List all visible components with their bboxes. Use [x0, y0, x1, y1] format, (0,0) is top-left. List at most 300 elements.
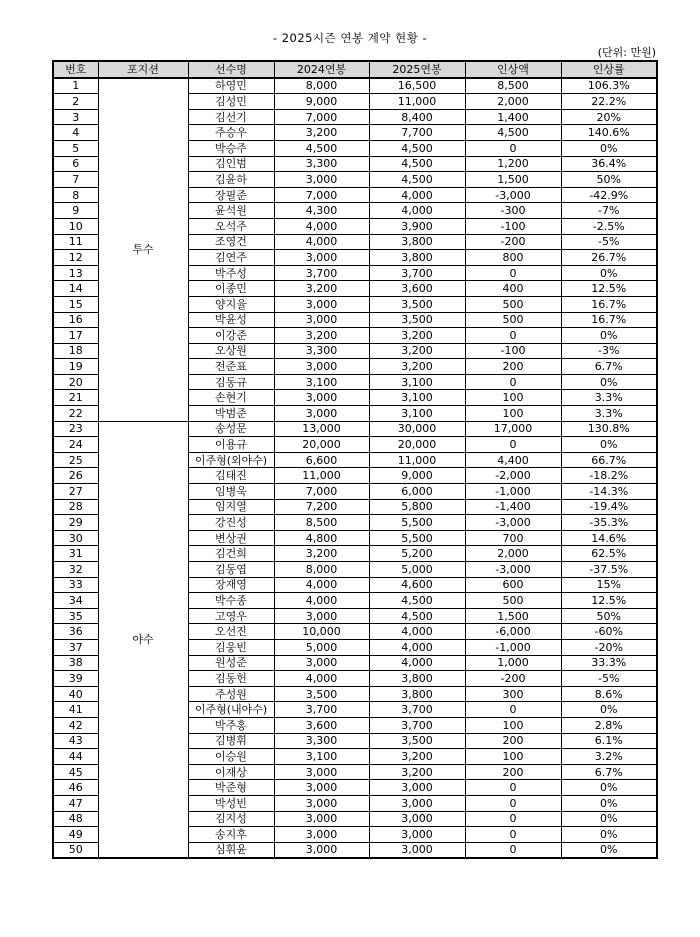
- cell-salary-2025: 3,200: [369, 328, 465, 344]
- cell-salary-2024: 3,000: [274, 312, 369, 328]
- cell-player: 박주성: [188, 265, 274, 281]
- document-title: - 2025시즌 연봉 계약 현황 -: [272, 31, 428, 45]
- cell-player: 이주형(내야수): [188, 702, 274, 718]
- cell-raise-rate: 26.7%: [561, 250, 657, 266]
- cell-raise-amount: 4,500: [465, 125, 561, 141]
- cell-number: 37: [53, 639, 98, 655]
- cell-raise-rate: 0%: [561, 265, 657, 281]
- cell-salary-2024: 7,000: [274, 484, 369, 500]
- cell-raise-amount: 400: [465, 281, 561, 297]
- cell-raise-rate: 3.2%: [561, 749, 657, 765]
- cell-salary-2025: 4,000: [369, 187, 465, 203]
- cell-player: 김동헌: [188, 671, 274, 687]
- cell-salary-2025: 4,000: [369, 655, 465, 671]
- cell-raise-rate: 0%: [561, 842, 657, 858]
- cell-player: 박범준: [188, 406, 274, 422]
- cell-raise-rate: -42.9%: [561, 187, 657, 203]
- cell-salary-2024: 3,700: [274, 702, 369, 718]
- cell-raise-amount: 2,000: [465, 546, 561, 562]
- cell-raise-rate: 36.4%: [561, 156, 657, 172]
- cell-raise-amount: -200: [465, 234, 561, 250]
- cell-raise-rate: -5%: [561, 234, 657, 250]
- cell-player: 변상권: [188, 530, 274, 546]
- cell-player: 원성준: [188, 655, 274, 671]
- cell-player: 주승우: [188, 125, 274, 141]
- cell-salary-2025: 3,200: [369, 749, 465, 765]
- cell-number: 43: [53, 733, 98, 749]
- cell-number: 23: [53, 421, 98, 437]
- cell-salary-2025: 3,800: [369, 250, 465, 266]
- cell-salary-2024: 6,600: [274, 452, 369, 468]
- cell-raise-rate: -37.5%: [561, 562, 657, 578]
- cell-salary-2024: 3,000: [274, 780, 369, 796]
- cell-raise-amount: -1,000: [465, 639, 561, 655]
- cell-raise-amount: 300: [465, 686, 561, 702]
- unit-label: (단위: 만원): [597, 46, 656, 59]
- cell-salary-2024: 4,500: [274, 140, 369, 156]
- cell-raise-amount: 0: [465, 140, 561, 156]
- cell-player: 김선기: [188, 109, 274, 125]
- cell-player: 오석주: [188, 218, 274, 234]
- cell-raise-rate: 8.6%: [561, 686, 657, 702]
- cell-salary-2024: 7,000: [274, 109, 369, 125]
- cell-raise-amount: 1,000: [465, 655, 561, 671]
- cell-salary-2025: 5,500: [369, 530, 465, 546]
- cell-number: 47: [53, 795, 98, 811]
- cell-player: 김태진: [188, 468, 274, 484]
- cell-salary-2024: 4,000: [274, 234, 369, 250]
- cell-raise-amount: 100: [465, 749, 561, 765]
- cell-player: 송성문: [188, 421, 274, 437]
- cell-salary-2024: 3,100: [274, 374, 369, 390]
- cell-raise-amount: 17,000: [465, 421, 561, 437]
- cell-raise-amount: 0: [465, 702, 561, 718]
- cell-salary-2024: 3,000: [274, 842, 369, 858]
- cell-player: 박주홍: [188, 717, 274, 733]
- cell-salary-2024: 3,200: [274, 546, 369, 562]
- cell-salary-2024: 7,000: [274, 187, 369, 203]
- cell-raise-rate: 6.1%: [561, 733, 657, 749]
- cell-number: 14: [53, 281, 98, 297]
- cell-salary-2024: 4,000: [274, 577, 369, 593]
- cell-salary-2025: 3,600: [369, 281, 465, 297]
- cell-player: 양지율: [188, 296, 274, 312]
- cell-salary-2025: 11,000: [369, 452, 465, 468]
- cell-player: 손현기: [188, 390, 274, 406]
- cell-raise-amount: 200: [465, 764, 561, 780]
- cell-raise-rate: 15%: [561, 577, 657, 593]
- cell-salary-2024: 4,000: [274, 671, 369, 687]
- cell-salary-2024: 3,300: [274, 733, 369, 749]
- cell-player: 박준형: [188, 780, 274, 796]
- cell-raise-rate: 12.5%: [561, 593, 657, 609]
- cell-salary-2025: 4,000: [369, 639, 465, 655]
- cell-salary-2025: 5,500: [369, 515, 465, 531]
- cell-raise-rate: 0%: [561, 780, 657, 796]
- cell-salary-2024: 3,300: [274, 343, 369, 359]
- cell-player: 조영건: [188, 234, 274, 250]
- cell-raise-amount: 800: [465, 250, 561, 266]
- cell-salary-2025: 3,200: [369, 359, 465, 375]
- cell-player: 하영민: [188, 78, 274, 94]
- cell-salary-2025: 3,200: [369, 343, 465, 359]
- cell-salary-2025: 4,000: [369, 624, 465, 640]
- cell-salary-2024: 7,200: [274, 499, 369, 515]
- cell-number: 45: [53, 764, 98, 780]
- cell-salary-2024: 8,000: [274, 562, 369, 578]
- cell-player: 이용규: [188, 437, 274, 453]
- cell-player: 윤석원: [188, 203, 274, 219]
- cell-number: 29: [53, 515, 98, 531]
- cell-number: 11: [53, 234, 98, 250]
- cell-player: 송지후: [188, 827, 274, 843]
- cell-number: 16: [53, 312, 98, 328]
- header-raise-amount: 인상액: [465, 61, 561, 78]
- cell-salary-2024: 3,000: [274, 172, 369, 188]
- cell-number: 41: [53, 702, 98, 718]
- cell-number: 39: [53, 671, 98, 687]
- table-header: [53, 61, 657, 78]
- cell-salary-2025: 3,700: [369, 717, 465, 733]
- header-row: [53, 61, 657, 78]
- cell-salary-2024: 4,000: [274, 218, 369, 234]
- cell-raise-rate: 22.2%: [561, 94, 657, 110]
- cell-salary-2025: 4,500: [369, 608, 465, 624]
- cell-raise-rate: 0%: [561, 795, 657, 811]
- cell-player: 장재영: [188, 577, 274, 593]
- cell-salary-2024: 13,000: [274, 421, 369, 437]
- cell-salary-2025: 3,000: [369, 795, 465, 811]
- cell-player: 김병휘: [188, 733, 274, 749]
- cell-raise-amount: 2,000: [465, 94, 561, 110]
- cell-player: 장필준: [188, 187, 274, 203]
- cell-raise-rate: 50%: [561, 172, 657, 188]
- position-group-cell: 야수: [98, 421, 188, 858]
- cell-salary-2024: 3,000: [274, 811, 369, 827]
- table-body: [53, 78, 657, 859]
- cell-salary-2024: 3,000: [274, 608, 369, 624]
- cell-player: 이재상: [188, 764, 274, 780]
- cell-raise-rate: -7%: [561, 203, 657, 219]
- cell-salary-2025: 7,700: [369, 125, 465, 141]
- cell-number: 22: [53, 406, 98, 422]
- cell-raise-rate: -3%: [561, 343, 657, 359]
- cell-number: 27: [53, 484, 98, 500]
- cell-salary-2024: 9,000: [274, 94, 369, 110]
- cell-raise-amount: -3,000: [465, 187, 561, 203]
- cell-salary-2025: 5,800: [369, 499, 465, 515]
- cell-number: 28: [53, 499, 98, 515]
- cell-raise-amount: 0: [465, 811, 561, 827]
- cell-salary-2025: 3,000: [369, 811, 465, 827]
- header-player: 선수명: [188, 61, 274, 78]
- cell-raise-amount: -100: [465, 218, 561, 234]
- cell-number: 2: [53, 94, 98, 110]
- cell-player: 이강준: [188, 328, 274, 344]
- table-row: [53, 421, 657, 437]
- cell-raise-amount: 200: [465, 733, 561, 749]
- cell-number: 36: [53, 624, 98, 640]
- cell-salary-2025: 8,400: [369, 109, 465, 125]
- cell-raise-amount: -300: [465, 203, 561, 219]
- cell-raise-rate: 6.7%: [561, 359, 657, 375]
- cell-salary-2025: 3,700: [369, 702, 465, 718]
- cell-salary-2025: 4,500: [369, 172, 465, 188]
- cell-number: 26: [53, 468, 98, 484]
- cell-raise-rate: -35.3%: [561, 515, 657, 531]
- header-number: 번호: [53, 61, 98, 78]
- cell-salary-2024: 3,000: [274, 406, 369, 422]
- cell-raise-amount: 4,400: [465, 452, 561, 468]
- cell-raise-amount: 500: [465, 312, 561, 328]
- cell-raise-rate: 62.5%: [561, 546, 657, 562]
- cell-raise-rate: 66.7%: [561, 452, 657, 468]
- cell-number: 3: [53, 109, 98, 125]
- cell-raise-amount: 0: [465, 437, 561, 453]
- cell-raise-amount: -6,000: [465, 624, 561, 640]
- contract-table: [52, 60, 658, 859]
- cell-salary-2025: 3,900: [369, 218, 465, 234]
- cell-salary-2025: 3,100: [369, 406, 465, 422]
- cell-player: 임병욱: [188, 484, 274, 500]
- cell-salary-2024: 20,000: [274, 437, 369, 453]
- cell-player: 박윤성: [188, 312, 274, 328]
- cell-number: 32: [53, 562, 98, 578]
- cell-raise-amount: 1,500: [465, 608, 561, 624]
- cell-salary-2025: 20,000: [369, 437, 465, 453]
- header-position: 포지션: [98, 61, 188, 78]
- cell-raise-rate: 0%: [561, 827, 657, 843]
- cell-number: 24: [53, 437, 98, 453]
- position-group-cell: 투수: [98, 78, 188, 422]
- cell-salary-2024: 3,200: [274, 328, 369, 344]
- cell-raise-amount: 1,400: [465, 109, 561, 125]
- cell-salary-2025: 16,500: [369, 78, 465, 94]
- cell-salary-2025: 4,000: [369, 203, 465, 219]
- cell-number: 44: [53, 749, 98, 765]
- cell-raise-rate: 130.8%: [561, 421, 657, 437]
- cell-salary-2025: 3,200: [369, 764, 465, 780]
- cell-player: 김연주: [188, 250, 274, 266]
- cell-raise-rate: 16.7%: [561, 312, 657, 328]
- cell-salary-2024: 3,000: [274, 390, 369, 406]
- cell-player: 오상원: [188, 343, 274, 359]
- cell-number: 35: [53, 608, 98, 624]
- cell-number: 48: [53, 811, 98, 827]
- cell-raise-amount: 1,200: [465, 156, 561, 172]
- cell-player: 임지열: [188, 499, 274, 515]
- cell-raise-amount: 0: [465, 374, 561, 390]
- cell-salary-2024: 3,000: [274, 795, 369, 811]
- cell-raise-rate: -2.5%: [561, 218, 657, 234]
- cell-number: 50: [53, 842, 98, 858]
- cell-player: 김성민: [188, 94, 274, 110]
- cell-number: 13: [53, 265, 98, 281]
- cell-salary-2025: 3,500: [369, 312, 465, 328]
- cell-number: 42: [53, 717, 98, 733]
- cell-number: 30: [53, 530, 98, 546]
- cell-number: 6: [53, 156, 98, 172]
- cell-raise-rate: -20%: [561, 639, 657, 655]
- cell-salary-2025: 4,500: [369, 593, 465, 609]
- cell-raise-amount: 0: [465, 827, 561, 843]
- cell-salary-2025: 3,500: [369, 296, 465, 312]
- cell-salary-2025: 3,100: [369, 390, 465, 406]
- cell-player: 김지성: [188, 811, 274, 827]
- cell-raise-rate: 0%: [561, 374, 657, 390]
- cell-raise-rate: -18.2%: [561, 468, 657, 484]
- cell-number: 33: [53, 577, 98, 593]
- cell-raise-amount: 0: [465, 265, 561, 281]
- cell-number: 18: [53, 343, 98, 359]
- cell-salary-2024: 8,000: [274, 78, 369, 94]
- cell-salary-2025: 4,500: [369, 156, 465, 172]
- cell-player: 박수종: [188, 593, 274, 609]
- cell-salary-2025: 30,000: [369, 421, 465, 437]
- cell-raise-amount: -3,000: [465, 515, 561, 531]
- cell-salary-2024: 3,000: [274, 296, 369, 312]
- cell-number: 8: [53, 187, 98, 203]
- cell-number: 49: [53, 827, 98, 843]
- cell-salary-2024: 3,100: [274, 749, 369, 765]
- cell-salary-2024: 3,000: [274, 250, 369, 266]
- cell-raise-amount: 100: [465, 390, 561, 406]
- cell-raise-amount: 200: [465, 359, 561, 375]
- cell-salary-2024: 4,800: [274, 530, 369, 546]
- cell-raise-rate: 0%: [561, 140, 657, 156]
- cell-raise-amount: 0: [465, 328, 561, 344]
- cell-salary-2025: 3,000: [369, 780, 465, 796]
- cell-number: 34: [53, 593, 98, 609]
- cell-salary-2024: 3,200: [274, 281, 369, 297]
- cell-player: 박성빈: [188, 795, 274, 811]
- cell-raise-rate: 33.3%: [561, 655, 657, 671]
- cell-player: 김동엽: [188, 562, 274, 578]
- cell-player: 박승주: [188, 140, 274, 156]
- cell-number: 25: [53, 452, 98, 468]
- cell-raise-amount: -1,000: [465, 484, 561, 500]
- cell-raise-amount: -3,000: [465, 562, 561, 578]
- header-raise-rate: 인상률: [561, 61, 657, 78]
- cell-salary-2025: 3,800: [369, 686, 465, 702]
- cell-player: 주성원: [188, 686, 274, 702]
- cell-raise-rate: 0%: [561, 811, 657, 827]
- cell-player: 김건희: [188, 546, 274, 562]
- cell-raise-amount: -2,000: [465, 468, 561, 484]
- cell-salary-2025: 3,000: [369, 842, 465, 858]
- cell-raise-amount: 0: [465, 795, 561, 811]
- cell-raise-rate: -14.3%: [561, 484, 657, 500]
- cell-raise-amount: 0: [465, 842, 561, 858]
- cell-number: 12: [53, 250, 98, 266]
- cell-number: 9: [53, 203, 98, 219]
- cell-number: 31: [53, 546, 98, 562]
- cell-salary-2024: 5,000: [274, 639, 369, 655]
- cell-salary-2024: 3,500: [274, 686, 369, 702]
- cell-number: 40: [53, 686, 98, 702]
- cell-player: 이종민: [188, 281, 274, 297]
- cell-number: 46: [53, 780, 98, 796]
- cell-raise-rate: -60%: [561, 624, 657, 640]
- cell-salary-2024: 11,000: [274, 468, 369, 484]
- cell-number: 21: [53, 390, 98, 406]
- cell-number: 1: [53, 78, 98, 94]
- cell-player: 오선진: [188, 624, 274, 640]
- cell-raise-rate: 20%: [561, 109, 657, 125]
- cell-number: 17: [53, 328, 98, 344]
- cell-salary-2024: 3,000: [274, 655, 369, 671]
- cell-salary-2024: 3,600: [274, 717, 369, 733]
- cell-raise-rate: 2.8%: [561, 717, 657, 733]
- cell-raise-rate: 6.7%: [561, 764, 657, 780]
- cell-salary-2025: 3,500: [369, 733, 465, 749]
- cell-player: 이승원: [188, 749, 274, 765]
- cell-raise-amount: -100: [465, 343, 561, 359]
- cell-salary-2025: 3,800: [369, 671, 465, 687]
- cell-salary-2025: 11,000: [369, 94, 465, 110]
- cell-raise-rate: -5%: [561, 671, 657, 687]
- cell-raise-amount: 700: [465, 530, 561, 546]
- cell-number: 5: [53, 140, 98, 156]
- cell-salary-2024: 3,700: [274, 265, 369, 281]
- cell-salary-2025: 5,200: [369, 546, 465, 562]
- cell-raise-rate: 3.3%: [561, 406, 657, 422]
- cell-salary-2025: 9,000: [369, 468, 465, 484]
- cell-salary-2024: 3,200: [274, 125, 369, 141]
- cell-number: 38: [53, 655, 98, 671]
- cell-number: 7: [53, 172, 98, 188]
- cell-salary-2025: 3,000: [369, 827, 465, 843]
- cell-raise-rate: 140.6%: [561, 125, 657, 141]
- cell-player: 강진성: [188, 515, 274, 531]
- cell-raise-rate: 50%: [561, 608, 657, 624]
- cell-raise-rate: 106.3%: [561, 78, 657, 94]
- cell-raise-amount: 600: [465, 577, 561, 593]
- cell-raise-rate: 3.3%: [561, 390, 657, 406]
- table-row: [53, 78, 657, 94]
- cell-salary-2024: 8,500: [274, 515, 369, 531]
- cell-raise-amount: 0: [465, 780, 561, 796]
- cell-salary-2025: 4,500: [369, 140, 465, 156]
- cell-raise-amount: 500: [465, 593, 561, 609]
- cell-number: 19: [53, 359, 98, 375]
- cell-salary-2024: 10,000: [274, 624, 369, 640]
- header-salary-2025: 2025연봉: [369, 61, 465, 78]
- cell-number: 15: [53, 296, 98, 312]
- cell-salary-2024: 3,000: [274, 827, 369, 843]
- cell-raise-rate: 16.7%: [561, 296, 657, 312]
- header-salary-2024: 2024연봉: [274, 61, 369, 78]
- cell-player: 김웅빈: [188, 639, 274, 655]
- cell-raise-amount: -200: [465, 671, 561, 687]
- cell-player: 김동규: [188, 374, 274, 390]
- cell-player: 고영우: [188, 608, 274, 624]
- cell-raise-rate: 14.6%: [561, 530, 657, 546]
- cell-player: 김인범: [188, 156, 274, 172]
- cell-player: 이주형(외야수): [188, 452, 274, 468]
- cell-salary-2024: 3,000: [274, 764, 369, 780]
- cell-raise-amount: 1,500: [465, 172, 561, 188]
- cell-player: 전준표: [188, 359, 274, 375]
- cell-salary-2025: 5,000: [369, 562, 465, 578]
- cell-raise-amount: 8,500: [465, 78, 561, 94]
- cell-salary-2025: 6,000: [369, 484, 465, 500]
- cell-raise-rate: 0%: [561, 702, 657, 718]
- cell-salary-2024: 4,000: [274, 593, 369, 609]
- cell-salary-2025: 3,800: [369, 234, 465, 250]
- cell-salary-2024: 3,000: [274, 359, 369, 375]
- cell-player: 김윤하: [188, 172, 274, 188]
